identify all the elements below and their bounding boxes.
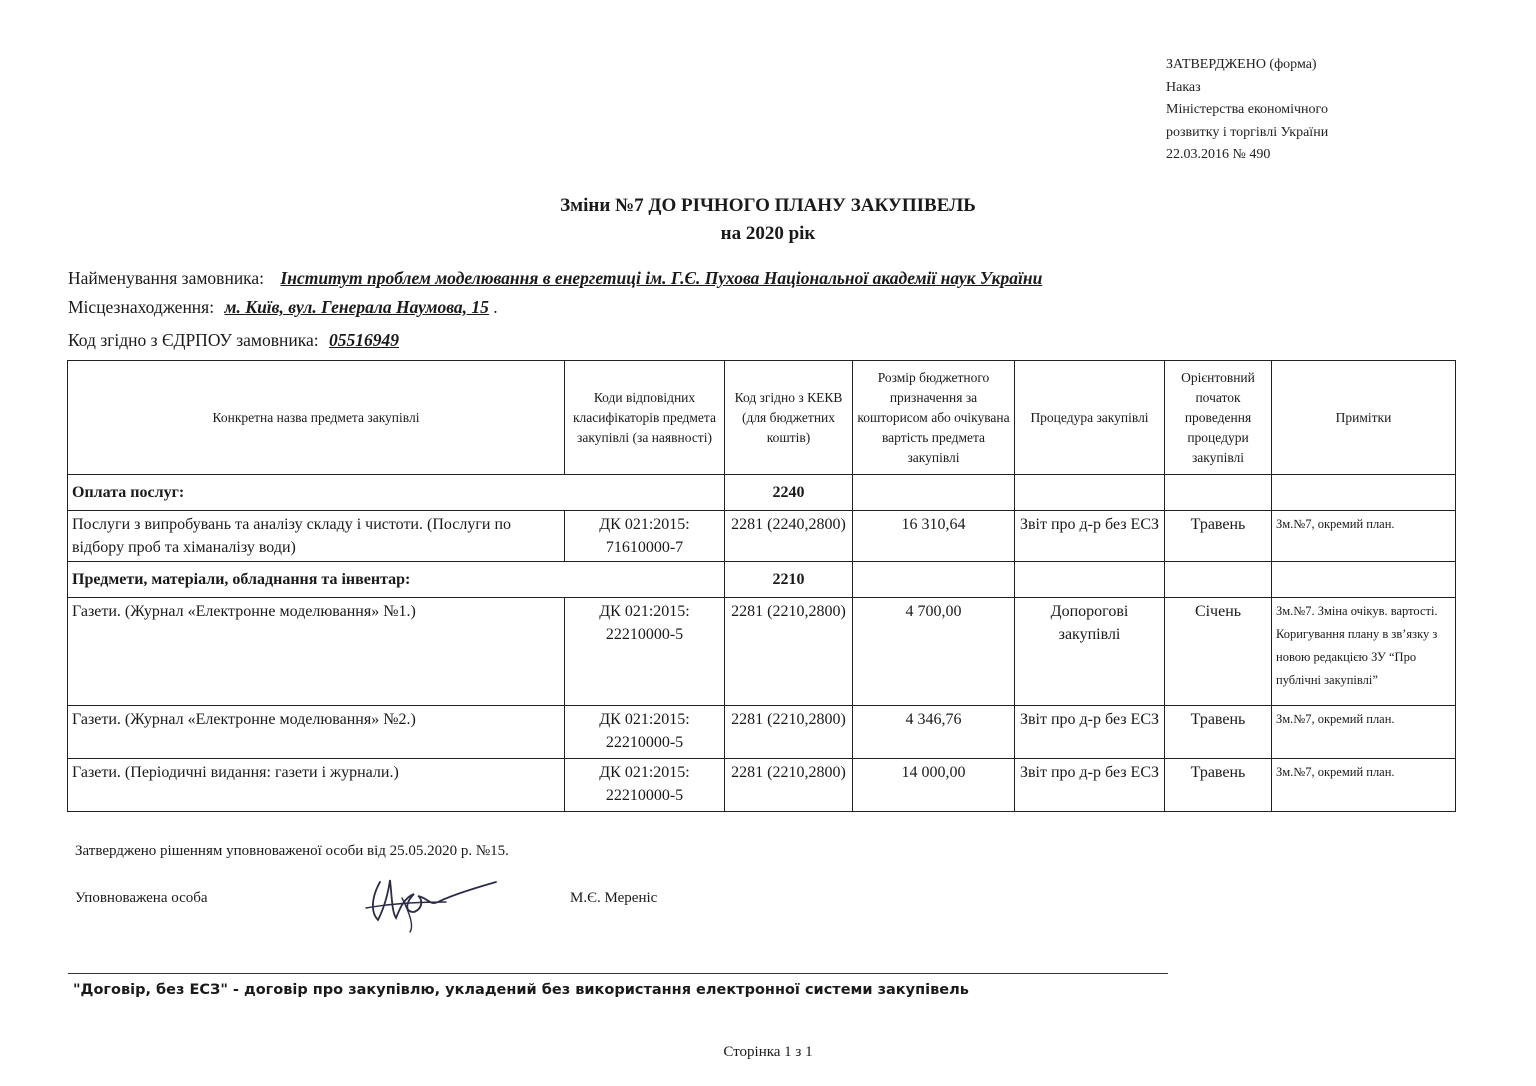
category-code: 2240 bbox=[725, 475, 853, 511]
header-kekv: Код згідно з КЕКВ (для бюджетних коштів) bbox=[725, 361, 853, 475]
customer-location-row bbox=[68, 297, 498, 318]
signature-image bbox=[358, 868, 508, 938]
item-kekv: 2281 (2210,2800) bbox=[725, 759, 853, 812]
header-amount: Розмір бюджетного призначення за кошторисом або очікувана вартість предмета закупівлі bbox=[853, 361, 1015, 475]
item-start: Травень bbox=[1165, 511, 1272, 562]
item-classifier: ДК 021:2015: 71610000-7 bbox=[565, 511, 725, 562]
category-label: Оплата послуг: bbox=[68, 475, 725, 511]
customer-location-label: Місцезнаходження: bbox=[68, 297, 215, 317]
approval-line: Міністерства економічного bbox=[1166, 102, 1328, 117]
title-line-2: на 2020 рік bbox=[720, 223, 816, 244]
item-note: Зм.№7, окремий план. bbox=[1272, 706, 1456, 759]
category-label: Предмети, матеріали, обладнання та інвентар: bbox=[68, 562, 725, 598]
item-amount: 4 700,00 bbox=[853, 598, 1015, 706]
header-item-name: Конкретна назва предмета закупівлі bbox=[68, 361, 565, 475]
header-procedure: Процедура закупівлі bbox=[1015, 361, 1165, 475]
legend-note: "Договір, без ЕСЗ" - договір про закупівлю, укладений без використання електронної системи закупівель bbox=[73, 982, 969, 998]
approval-decision: Затверджено рішенням уповноваженої особи від 25.05.2020 р. №15. bbox=[75, 843, 509, 859]
customer-location-value: м. Київ, вул. Генерала Наумова, 15 bbox=[224, 297, 489, 317]
item-procedure: Звіт про д-р без ЕСЗ bbox=[1015, 511, 1165, 562]
category-code: 2210 bbox=[725, 562, 853, 598]
customer-edrpou-value: 05516949 bbox=[328, 330, 399, 350]
item-amount: 4 346,76 bbox=[853, 706, 1015, 759]
item-classifier: ДК 021:2015: 22210000-5 bbox=[565, 759, 725, 812]
table-row bbox=[68, 511, 1456, 562]
title-line-1: Зміни №7 ДО РІЧНОГО ПЛАНУ ЗАКУПІВЕЛЬ bbox=[560, 195, 976, 216]
item-name: Газети. (Журнал «Електронне моделювання» №2.) bbox=[68, 706, 565, 759]
authorized-person-label: Уповноважена особа bbox=[75, 890, 208, 906]
header-classifier: Коди відповідних класифікаторів предмета закупівлі (за наявності) bbox=[565, 361, 725, 475]
table-row bbox=[68, 598, 1456, 706]
approval-stamp bbox=[1166, 54, 1328, 167]
item-kekv: 2281 (2210,2800) bbox=[725, 706, 853, 759]
customer-location-suffix: . bbox=[493, 297, 498, 317]
approval-line: Наказ bbox=[1166, 79, 1201, 95]
customer-name-value: Інститут проблем моделювання в енергетиці ім. Г.Є. Пухова Національної академії наук України bbox=[280, 268, 1043, 288]
table-row bbox=[68, 759, 1456, 812]
page-number: Сторінка 1 з 1 bbox=[723, 1044, 813, 1060]
table-row bbox=[68, 706, 1456, 759]
item-amount: 14 000,00 bbox=[853, 759, 1015, 812]
header-start: Орієнтовний початок проведення процедури закупівлі bbox=[1165, 361, 1272, 475]
item-name: Газети. (Журнал «Електронне моделювання» №1.) bbox=[68, 598, 565, 706]
item-name: Газети. (Періодичні видання: газети і журнали.) bbox=[68, 759, 565, 812]
footer-divider bbox=[68, 973, 1168, 974]
item-kekv: 2281 (2210,2800) bbox=[725, 598, 853, 706]
header-notes: Примітки bbox=[1272, 361, 1456, 475]
item-note: Зм.№7. Зміна очікув. вартості. Коригування плану в зв’язку з новою редакцією ЗУ “Про публічні закупівлі” bbox=[1272, 598, 1456, 706]
table-header-row bbox=[68, 361, 1456, 475]
item-procedure: Звіт про д-р без ЕСЗ bbox=[1015, 759, 1165, 812]
item-kekv: 2281 (2240,2800) bbox=[725, 511, 853, 562]
approval-line: розвитку і торгівлі України bbox=[1166, 124, 1329, 140]
item-name: Послуги з випробувань та аналізу складу і чистоти. (Послуги по відбору проб та хіманалізу води) bbox=[68, 511, 565, 562]
category-row bbox=[68, 475, 1456, 511]
category-row bbox=[68, 562, 1456, 598]
authorized-person-name: М.Є. Мереніс bbox=[570, 890, 658, 906]
customer-name-label: Найменування замовника: bbox=[68, 268, 265, 288]
item-procedure: Допорогові закупівлі bbox=[1015, 598, 1165, 706]
item-procedure: Звіт про д-р без ЕСЗ bbox=[1015, 706, 1165, 759]
item-start: Січень bbox=[1165, 598, 1272, 706]
item-note: Зм.№7, окремий план. bbox=[1272, 759, 1456, 812]
customer-name-row bbox=[68, 268, 1042, 289]
item-note: Зм.№7, окремий план. bbox=[1272, 511, 1456, 562]
approval-line: 22.03.2016 № 490 bbox=[1166, 147, 1271, 162]
item-start: Травень bbox=[1165, 706, 1272, 759]
item-classifier: ДК 021:2015: 22210000-5 bbox=[565, 598, 725, 706]
customer-edrpou-row bbox=[68, 330, 399, 351]
item-amount: 16 310,64 bbox=[853, 511, 1015, 562]
approval-line: ЗАТВЕРДЖЕНО (форма) bbox=[1166, 57, 1317, 72]
procurement-table bbox=[67, 360, 1456, 812]
document-title bbox=[0, 192, 1536, 248]
item-classifier: ДК 021:2015: 22210000-5 bbox=[565, 706, 725, 759]
item-start: Травень bbox=[1165, 759, 1272, 812]
customer-edrpou-label: Код згідно з ЄДРПОУ замовника: bbox=[68, 330, 319, 350]
